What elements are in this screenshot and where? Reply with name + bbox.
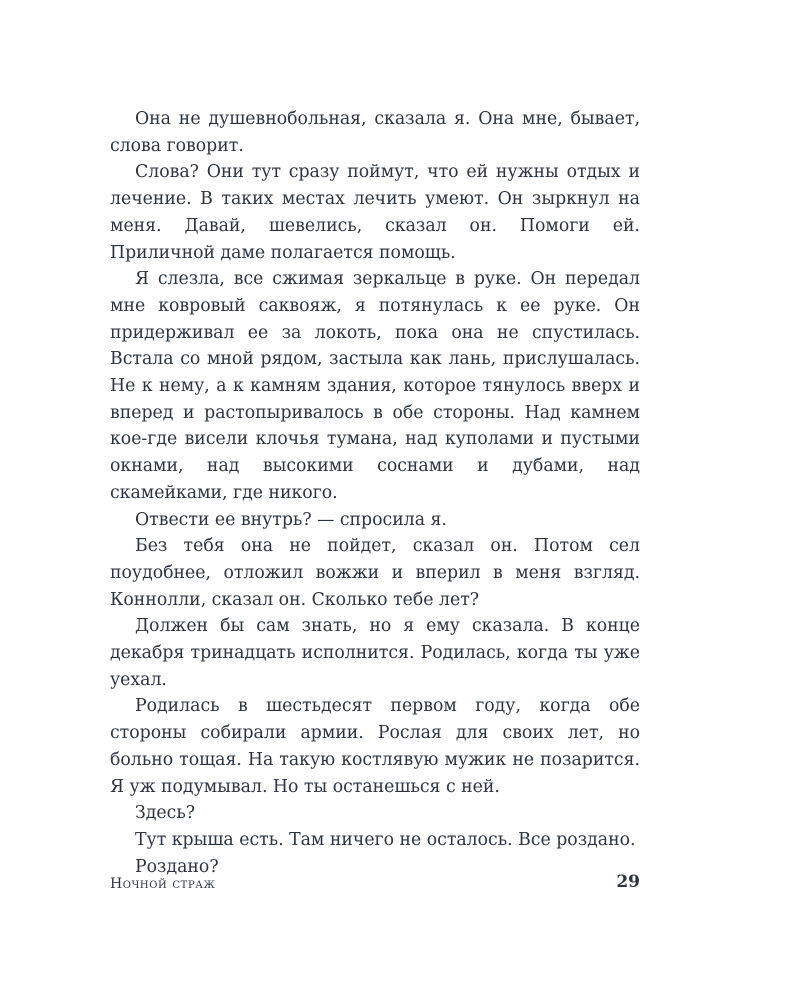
- paragraph: Должен бы сам знать, но я ему сказала. В конце декабря тринадцать исполнится. Родилась, когда ты уже уехал.: [110, 616, 640, 690]
- paragraph: Слова? Они тут сразу поймут, что ей нужны отдых и лечение. В таких местах лечить умеют. Он зыркнул на меня. Давай, шевелись, сказал он. Помоги ей. Приличной даме полагается помощь.: [110, 162, 640, 263]
- paragraph: Тут крыша есть. Там ничего не осталось. Все роздано.: [135, 829, 636, 850]
- paragraph: Я слезла, все сжимая зеркальце в руке. Он передал мне ковровый саквояж, я потянулась к ее руке. Он придерживал ее за локоть, пока она не спустилась. Встала со мной рядом, застыла как лань, прислушалась. Не к нему, а к камням здания, которое тянулось вверх и вперед и растопыривалось в обе стороны. Над камнем кое-где висели клочья тумана, над куполами и пустыми окнами, над высокими соснами и дубами, над скамейками, где никого.: [110, 269, 640, 503]
- running-footer-title: Ночной страж: [110, 876, 216, 892]
- paragraph: Отвести ее внутрь? — спросила я.: [135, 509, 447, 530]
- paragraph: Без тебя она не пойдет, сказал он. Потом сел поудобнее, отложил вожжи и вперил в меня взгляд. Коннолли, сказал он. Сколько тебе лет?: [110, 536, 640, 610]
- paragraph: Она не душевнобольная, сказала я. Она мне, бывает, слова говорит.: [110, 109, 640, 156]
- body-text: [110, 106, 640, 880]
- paragraph: Родилась в шестьдесят первом году, когда обе стороны собирали армии. Рослая для своих лет, но больно тощая. На такую костлявую мужик не позарится. Я уж подумывал. Но ты останешься с ней.: [110, 696, 640, 797]
- paragraph: Здесь?: [135, 803, 195, 824]
- paragraph: Роздано?: [135, 856, 219, 877]
- page-number: 29: [616, 872, 640, 892]
